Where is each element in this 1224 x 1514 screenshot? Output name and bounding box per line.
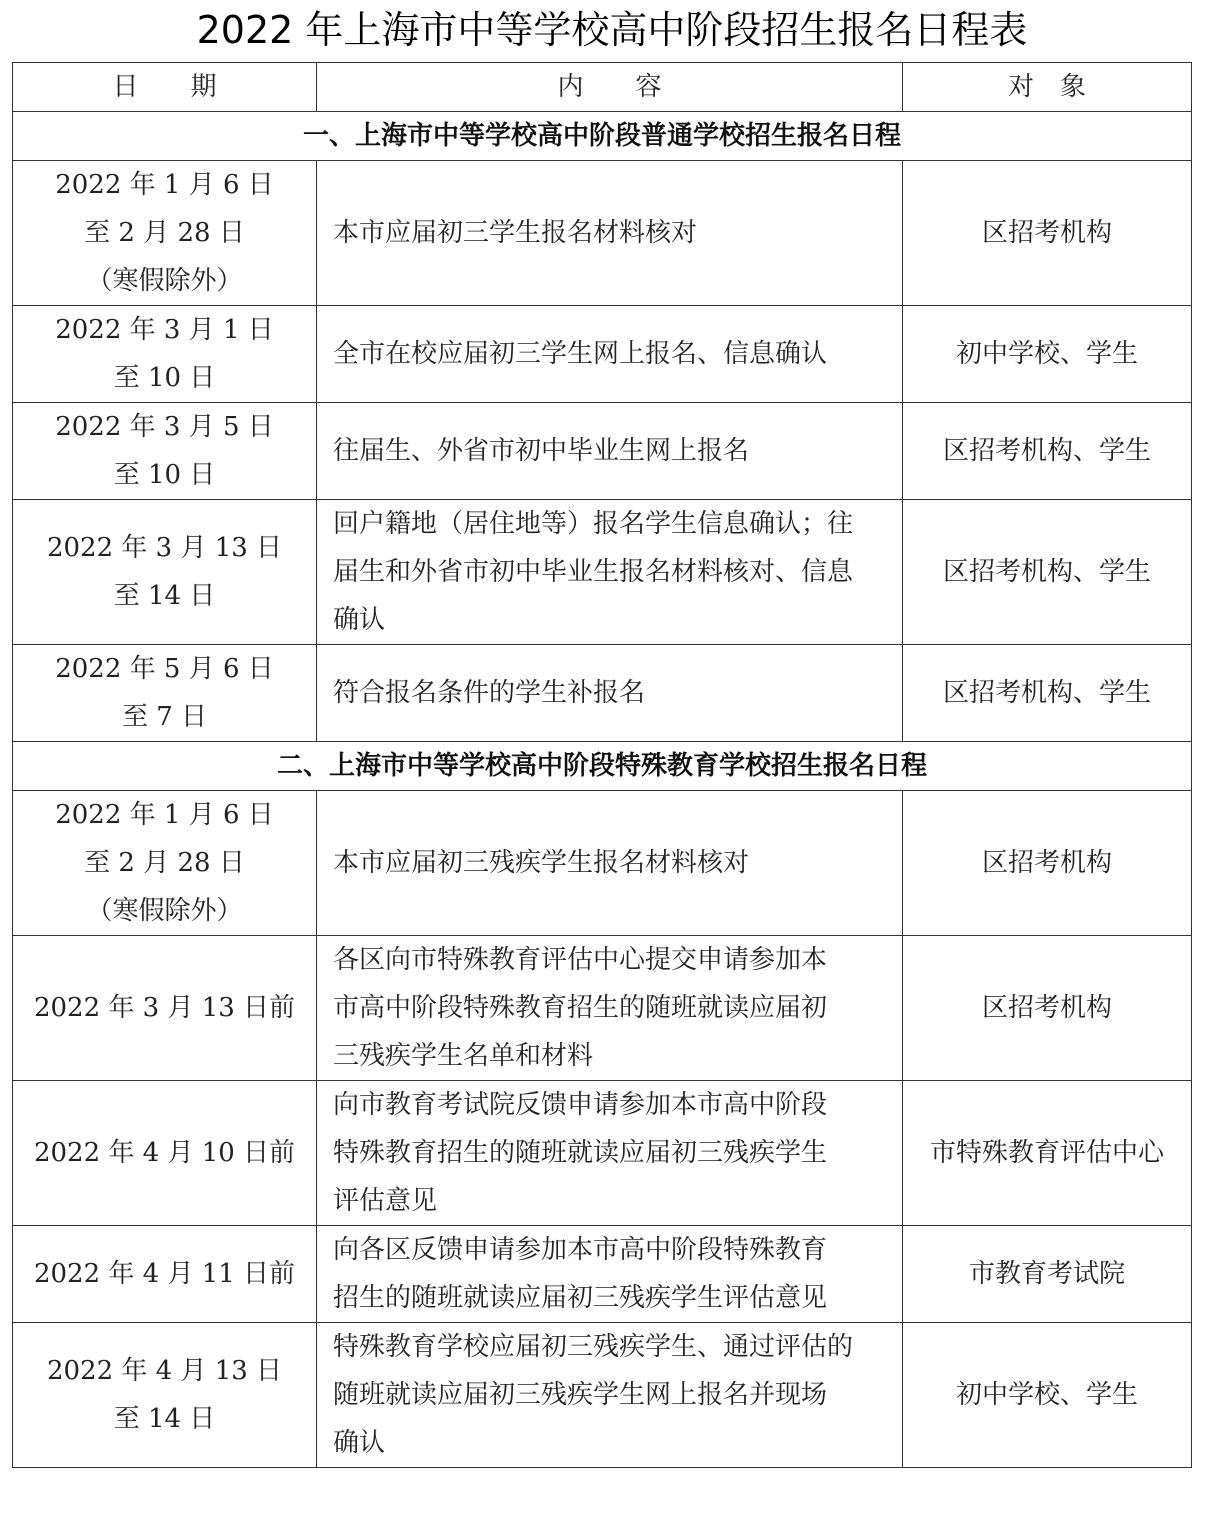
section-heading-row <box>13 742 1192 791</box>
header-date: 日 期 <box>13 63 317 112</box>
content-cell: 全市在校应届初三学生网上报名、信息确认 <box>317 306 903 403</box>
target-cell: 区招考机构、学生 <box>903 645 1192 742</box>
table-row <box>13 936 1192 1081</box>
target-cell: 区招考机构 <box>903 936 1192 1081</box>
table-row <box>13 403 1192 500</box>
date-cell: 2022 年 4 月 10 日前 <box>13 1081 317 1226</box>
section-heading: 二、上海市中等学校高中阶段特殊教育学校招生报名日程 <box>13 742 1192 791</box>
header-target: 对 象 <box>903 63 1192 112</box>
target-cell: 市特殊教育评估中心 <box>903 1081 1192 1226</box>
date-cell: 2022 年 1 月 6 日 至 2 月 28 日 （寒假除外） <box>13 161 317 306</box>
date-cell: 2022 年 4 月 13 日 至 14 日 <box>13 1323 317 1468</box>
table-header-row <box>13 63 1192 112</box>
table-row <box>13 1081 1192 1226</box>
table-row <box>13 1323 1192 1468</box>
table-row <box>13 1226 1192 1323</box>
content-cell: 向各区反馈申请参加本市高中阶段特殊教育 招生的随班就读应届初三残疾学生评估意见 <box>317 1226 903 1323</box>
table-row <box>13 645 1192 742</box>
schedule-table <box>12 62 1192 1468</box>
target-cell: 初中学校、学生 <box>903 1323 1192 1468</box>
target-cell: 初中学校、学生 <box>903 306 1192 403</box>
date-cell: 2022 年 4 月 11 日前 <box>13 1226 317 1323</box>
header-content: 内 容 <box>317 63 903 112</box>
table-row <box>13 791 1192 936</box>
section-heading-row <box>13 112 1192 161</box>
table-row <box>13 500 1192 645</box>
date-cell: 2022 年 3 月 13 日前 <box>13 936 317 1081</box>
content-cell: 向市教育考试院反馈申请参加本市高中阶段 特殊教育招生的随班就读应届初三残疾学生 评估意见 <box>317 1081 903 1226</box>
content-cell: 本市应届初三残疾学生报名材料核对 <box>317 791 903 936</box>
page-title: 2022 年上海市中等学校高中阶段招生报名日程表 <box>196 8 1028 52</box>
date-cell: 2022 年 3 月 1 日 至 10 日 <box>13 306 317 403</box>
date-cell: 2022 年 1 月 6 日 至 2 月 28 日 （寒假除外） <box>13 791 317 936</box>
content-cell: 回户籍地（居住地等）报名学生信息确认；往 届生和外省市初中毕业生报名材料核对、信息 确认 <box>317 500 903 645</box>
table-row <box>13 161 1192 306</box>
table-row <box>13 306 1192 403</box>
content-cell: 各区向市特殊教育评估中心提交申请参加本 市高中阶段特殊教育招生的随班就读应届初 三残疾学生名单和材料 <box>317 936 903 1081</box>
date-cell: 2022 年 3 月 13 日 至 14 日 <box>13 500 317 645</box>
section-heading: 一、上海市中等学校高中阶段普通学校招生报名日程 <box>13 112 1192 161</box>
content-cell: 符合报名条件的学生补报名 <box>317 645 903 742</box>
target-cell: 区招考机构 <box>903 791 1192 936</box>
date-cell: 2022 年 5 月 6 日 至 7 日 <box>13 645 317 742</box>
content-cell: 特殊教育学校应届初三残疾学生、通过评估的 随班就读应届初三残疾学生网上报名并现场 确认 <box>317 1323 903 1468</box>
content-cell: 本市应届初三学生报名材料核对 <box>317 161 903 306</box>
target-cell: 区招考机构 <box>903 161 1192 306</box>
target-cell: 区招考机构、学生 <box>903 500 1192 645</box>
target-cell: 区招考机构、学生 <box>903 403 1192 500</box>
date-cell: 2022 年 3 月 5 日 至 10 日 <box>13 403 317 500</box>
content-cell: 往届生、外省市初中毕业生网上报名 <box>317 403 903 500</box>
target-cell: 市教育考试院 <box>903 1226 1192 1323</box>
